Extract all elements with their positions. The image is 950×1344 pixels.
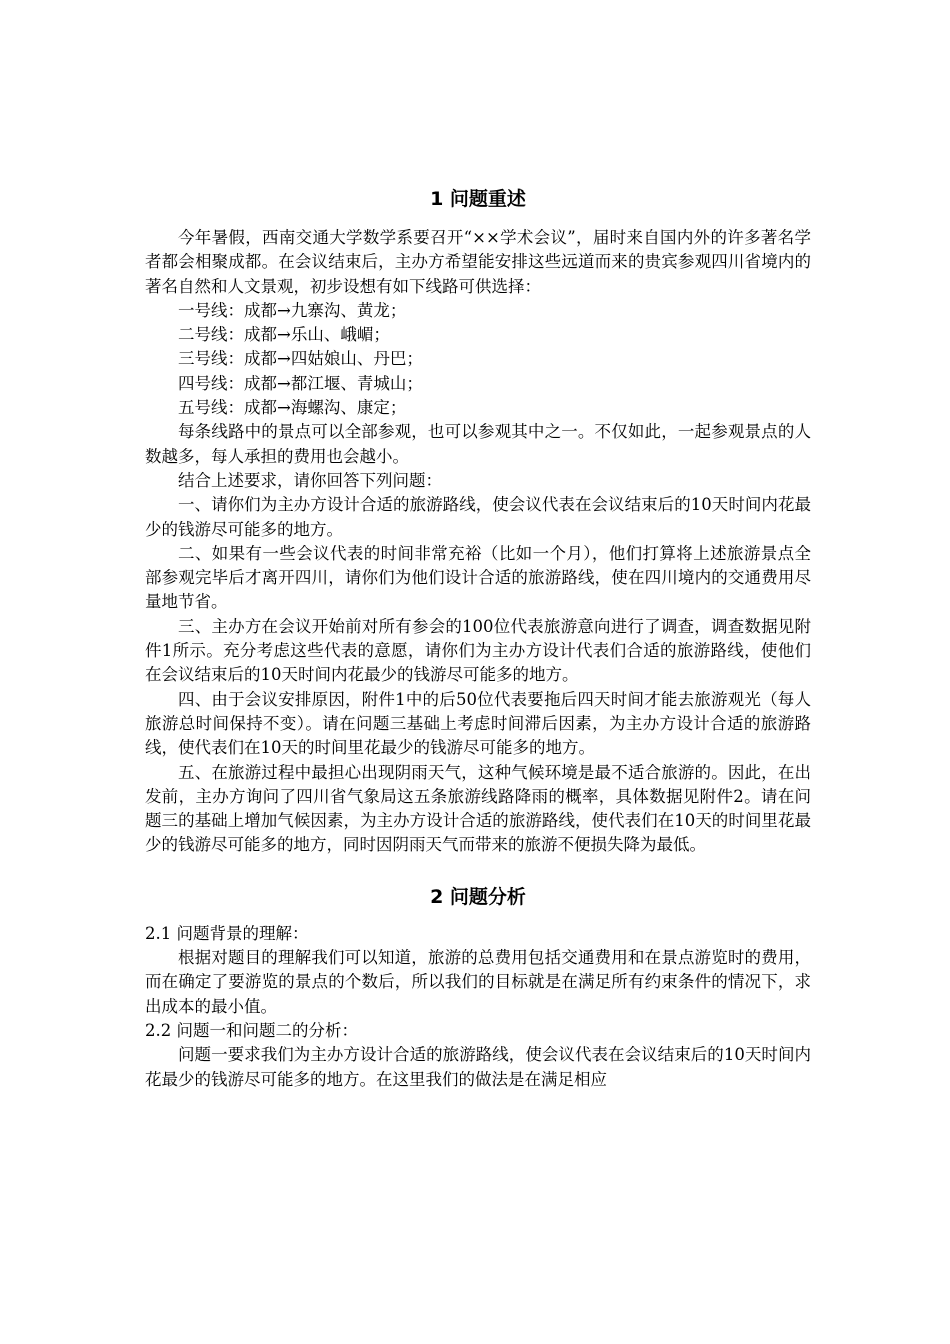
document-page xyxy=(145,184,811,1092)
paragraph-intro: 今年暑假，西南交通大学数学系要召开“××学术会议”，届时来自国内外的许多著名学者都会相聚成都。在会议结束后，主办方希望能安排这些远道而来的贵宾参观四川省境内的著名自然和人文景观，初步设想有如下线路可供选择： xyxy=(145,228,811,296)
subsection-2-1-text: 根据对题目的理解我们可以知道，旅游的总费用包括交通费用和在景点游览时的费用，而在确定了要游览的景点的个数后，所以我们的目标就是在满足所有约束条件的情况下，求出成本的最小值。 xyxy=(145,948,811,1016)
paragraph-questions-intro: 结合上述要求，请你回答下列问题： xyxy=(178,470,442,490)
question-4: 四、由于会议安排原因，附件1中的后50位代表要拖后四天时间才能去旅游观光（每人旅游总时间保持不变）。请在问题三基础上考虑时间滞后因素，为主办方设计合适的旅游路线，使代表们在10天的时间里花最少的钱游尽可能多的地方。 xyxy=(145,689,811,758)
question-1: 一、请你们为主办方设计合适的旅游路线，使会议代表在会议结束后的10天时间内花最少的钱游尽可能多的地方。 xyxy=(145,495,811,539)
subsection-2-1-title: 2.1 问题背景的理解： xyxy=(145,923,309,943)
section-1-heading: 1 问题重述 xyxy=(430,188,526,210)
route-1: 一号线：成都→九寨沟、黄龙； xyxy=(178,300,407,320)
subsection-2-2-text: 问题一要求我们为主办方设计合适的旅游路线，使会议代表在会议结束后的10天时间内花最少的钱游尽可能多的地方。在这里我们的做法是在满足相应 xyxy=(145,1045,811,1089)
paragraph-routes-note: 每条线路中的景点可以全部参观，也可以参观其中之一。不仅如此，一起参观景点的人数越多，每人承担的费用也会越小。 xyxy=(145,422,811,466)
question-5: 五、在旅游过程中最担心出现阴雨天气，这种气候环境是最不适合旅游的。因此，在出发前，主办方询问了四川省气象局这五条旅游线路降雨的概率，具体数据见附件2。请在问题三的基础上增加气候因素，为主办方设计合适的旅游路线，使代表们在10天的时间里花最少的钱游尽可能多的地方，同时因阴雨天气而带来的旅游不便损失降为最低。 xyxy=(145,762,811,855)
question-2: 二、如果有一些会议代表的时间非常充裕（比如一个月），他们打算将上述旅游景点全部参观完毕后才离开四川，请你们为他们设计合适的旅游路线，使在四川境内的交通费用尽量地节省。 xyxy=(145,543,811,612)
question-3: 三、主办方在会议开始前对所有参会的100位代表旅游意向进行了调查，调查数据见附件1所示。充分考虑这些代表的意愿，请你们为主办方设计代表们合适的旅游路线，使他们在会议结束后的10天时间内花最少的钱游尽可能多的地方。 xyxy=(145,616,811,685)
section-2-heading: 2 问题分析 xyxy=(430,885,526,908)
route-2: 二号线：成都→乐山、峨嵋； xyxy=(178,325,390,345)
subsection-2-2-title: 2.2 问题一和问题二的分析： xyxy=(145,1020,358,1040)
route-4: 四号线：成都→都江堰、青城山； xyxy=(178,373,423,393)
route-5: 五号线：成都→海螺沟、康定； xyxy=(178,398,407,418)
route-3: 三号线：成都→四姑娘山、丹巴； xyxy=(178,349,423,369)
